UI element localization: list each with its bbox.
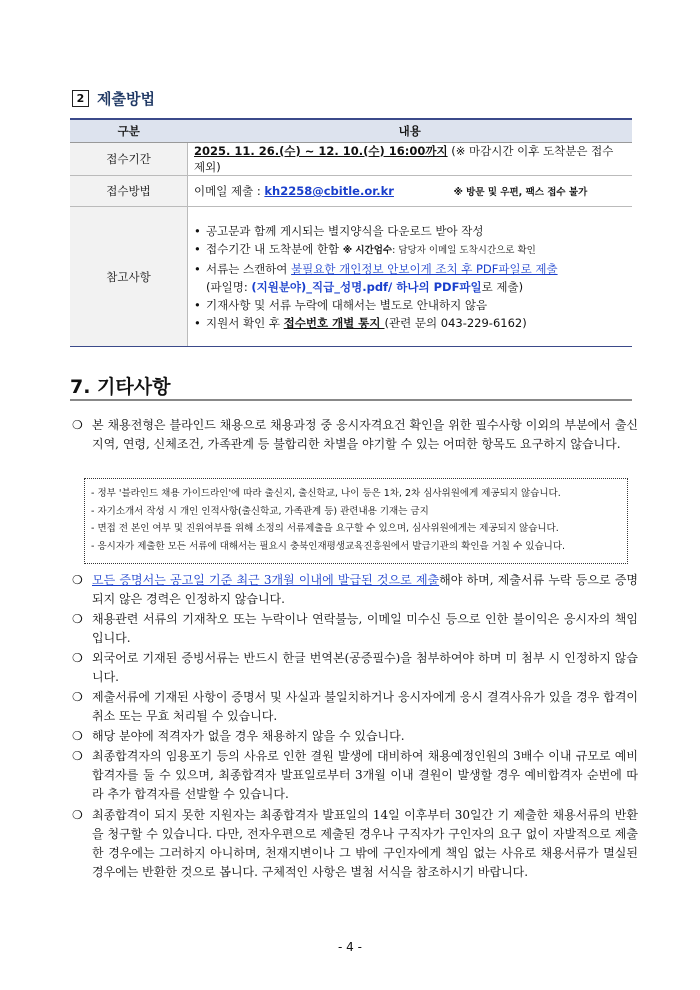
note-item	[91, 485, 627, 503]
reference-label: 참고사항	[70, 207, 188, 347]
section2-heading	[72, 88, 155, 109]
circle-bullet-icon: ❍	[72, 651, 83, 665]
reference-item-text: 로 제출)	[481, 279, 524, 294]
table-row-reference	[70, 207, 632, 347]
paragraph-blind-hiring	[72, 416, 638, 454]
paragraph-cancellation	[72, 688, 638, 726]
submission-table	[70, 118, 632, 347]
reference-item-text: (관련 문의 043-229-6162)	[384, 315, 527, 330]
circle-bullet-icon: ❍	[72, 573, 83, 587]
section2-number: 2	[72, 90, 89, 107]
paragraph-no-qualified	[72, 727, 638, 746]
table-header-category: 구분	[70, 119, 188, 143]
reference-item: • 서류는 스캔하여 불필요한 개인정보 안보이게 조치 후 PDF파일로 제출	[194, 261, 558, 276]
period-note: (※ 마감시간 이후 도착분은 접수 제외)	[194, 144, 614, 174]
certificate-emphasis: 모든 증명서는 공고일 기준 최근 3개월 이내에 발급된 것으로 제출	[92, 573, 440, 587]
dash-icon: -	[91, 505, 95, 517]
reference-item-emphasis: ※ 시간엄수	[342, 244, 393, 256]
reference-item: • 지원서 확인 후 접수번호 개별 통지 (관련 문의 043-229-6162)	[194, 315, 527, 330]
paragraph-responsibility	[72, 610, 638, 648]
paragraph-certificates	[72, 571, 638, 609]
note-item	[91, 538, 627, 556]
reference-item-text: : 담당자 이메일 도착시간으로 확인	[392, 244, 536, 256]
paragraph-text: 해야 하며, 제출서류 누락 등으로 증명되지 않은 경력은 인정하지 않습니다.	[92, 573, 639, 606]
reference-item-text: 지원서 확인 후	[206, 315, 284, 330]
dash-icon: -	[91, 540, 95, 552]
page-number: - 4 -	[338, 940, 362, 954]
paragraph-text: 최종합격자의 임용포기 등의 사유로 인한 결원 발생에 대비하여 채용예정인원의 3배수 이내 규모로 예비합격자를 둘 수 있으며, 최종합격자 발표일로부터 3개월 이내 결원이 발생할 경우 예비합격자 순번에 따라 추가 합격자를 선발할 수 있습니다.	[92, 749, 638, 801]
dash-icon: -	[91, 523, 95, 534]
section7-divider	[70, 399, 632, 401]
reference-item: • 기재사항 및 서류 누락에 대해서는 별도로 안내하지 않음	[194, 297, 488, 312]
paragraph-reserve	[72, 747, 638, 804]
period-label: 접수기간	[70, 143, 188, 176]
paragraph-text: 제출서류에 기재된 사항이 증명서 및 사실과 불일치하거나 응시자에게 응시 결격사유가 있을 경우 합격이 취소 또는 무효 처리될 수 있습니다.	[92, 690, 638, 723]
reference-item-text: 접수기간 내 도착분에 한함	[206, 241, 343, 256]
note-text: 면접 전 본인 여부 및 진위여부를 위해 소정의 서류제출을 요구할 수 있으며, 심사위원에게는 제공되지 않습니다.	[97, 523, 559, 534]
note-item	[91, 503, 627, 521]
reference-item-text: 서류는 스캔하여	[206, 261, 292, 276]
table-row-method	[70, 176, 632, 207]
reference-item-continuation	[194, 278, 626, 296]
paragraph-document-return	[72, 806, 638, 882]
circle-bullet-icon: ❍	[72, 690, 83, 704]
reference-item-emphasis: 불필요한 개인정보 안보이게 조치 후 PDF파일로 제출	[291, 261, 558, 276]
reference-list	[194, 222, 626, 332]
method-note: ※ 방문 및 우편, 팩스 접수 불가	[453, 187, 588, 198]
table-row-period	[70, 143, 632, 176]
reference-item-text: 공고문과 함께 게시되는 별지양식을 다운로드 받아 작성	[206, 223, 484, 238]
method-prefix: 이메일 제출 :	[194, 184, 265, 198]
note-list	[85, 485, 627, 555]
circle-bullet-icon: ❍	[72, 808, 83, 822]
section7-title: 7. 기타사항	[70, 376, 171, 398]
reference-item-text: 기재사항 및 서류 누락에 대해서는 별도로 안내하지 않음	[206, 297, 488, 312]
paragraph-text: 본 채용전형은 블라인드 채용으로 채용과정 중 응시자격요건 확인을 위한 필수사항 이외의 부분에서 출신지역, 연령, 신체조건, 가족관계 등 불합리한 차별을 야기할 수 있는 어떠한 항목도 요구하지 않습니다.	[92, 418, 638, 451]
dash-icon: -	[91, 488, 95, 499]
method-cell	[188, 176, 633, 207]
circle-bullet-icon: ❍	[72, 418, 83, 432]
note-box	[84, 478, 628, 564]
paragraph-translation	[72, 649, 638, 687]
paragraph-text: 해당 분야에 적격자가 없을 경우 채용하지 않을 수 있습니다.	[92, 729, 405, 743]
section2-title: 제출방법	[97, 90, 155, 108]
note-text: 자기소개서 작성 시 개인 인적사항(출신학교, 가족관계 등) 관련내용 기재는 금지	[97, 505, 429, 517]
note-item	[91, 520, 627, 538]
reference-item: • 접수기간 내 도착분에 한함 ※ 시간엄수: 담당자 이메일 도착시간으로 확인	[194, 241, 536, 256]
paragraph-text: 채용관련 서류의 기재착오 또는 누락이나 연락불능, 이메일 미수신 등으로 인한 불이익은 응시자의 책임입니다.	[92, 612, 638, 645]
note-text: 정부 '블라인드 채용 가이드라인'에 따라 출신지, 출신학교, 나이 등은 1차, 2차 심사위원에게 제공되지 않습니다.	[97, 488, 561, 499]
note-text: 응시자가 제출한 모든 서류에 대해서는 필요시 충북인재평생교육진흥원에서 발급기관의 확인을 거칠 수 있습니다.	[97, 540, 566, 552]
reference-item-text: (파일명:	[206, 279, 252, 294]
reference-item-emphasis: (지원분야)_직급_성명.pdf/ 하나의 PDF파일	[251, 279, 482, 294]
circle-bullet-icon: ❍	[72, 749, 83, 763]
period-date: 2025. 11. 26.(수) ~ 12. 10.(수) 16:00까지	[194, 144, 448, 158]
circle-bullet-icon: ❍	[72, 612, 83, 626]
paragraph-text: 최종합격이 되지 못한 지원자는 최종합격자 발표일의 14일 이후부터 30일간 기 제출한 채용서류의 반환을 청구할 수 있습니다. 다만, 전자우편으로 제출된 경우나 구직자가 구인자의 요구 없이 자발적으로 제출한 경우에는 그러하지 아니하며, 천재지변이나 그 밖에 구인자에게 책임 없는 사유로 채용서류가 멸실된 경우에는 반환한 것으로 봅니다. 구체적인 사항은 별첨 서식을 참조하시기 바랍니다.	[92, 808, 638, 879]
reference-item: • 공고문과 함께 게시되는 별지양식을 다운로드 받아 작성	[194, 223, 484, 238]
method-label: 접수방법	[70, 176, 188, 207]
table-header-row	[70, 119, 632, 143]
email-link[interactable]: kh2258@cbitle.or.kr	[264, 184, 394, 198]
reference-item-emphasis: 접수번호 개별 통지	[283, 315, 385, 330]
table-header-content: 내용	[188, 119, 633, 143]
circle-bullet-icon: ❍	[72, 729, 83, 743]
reference-cell	[188, 207, 633, 347]
paragraph-text: 외국어로 기재된 증빙서류는 반드시 한글 번역본(공증필수)을 첨부하여야 하며 미 첨부 시 인정하지 않습니다.	[92, 651, 638, 684]
period-cell	[188, 143, 633, 176]
